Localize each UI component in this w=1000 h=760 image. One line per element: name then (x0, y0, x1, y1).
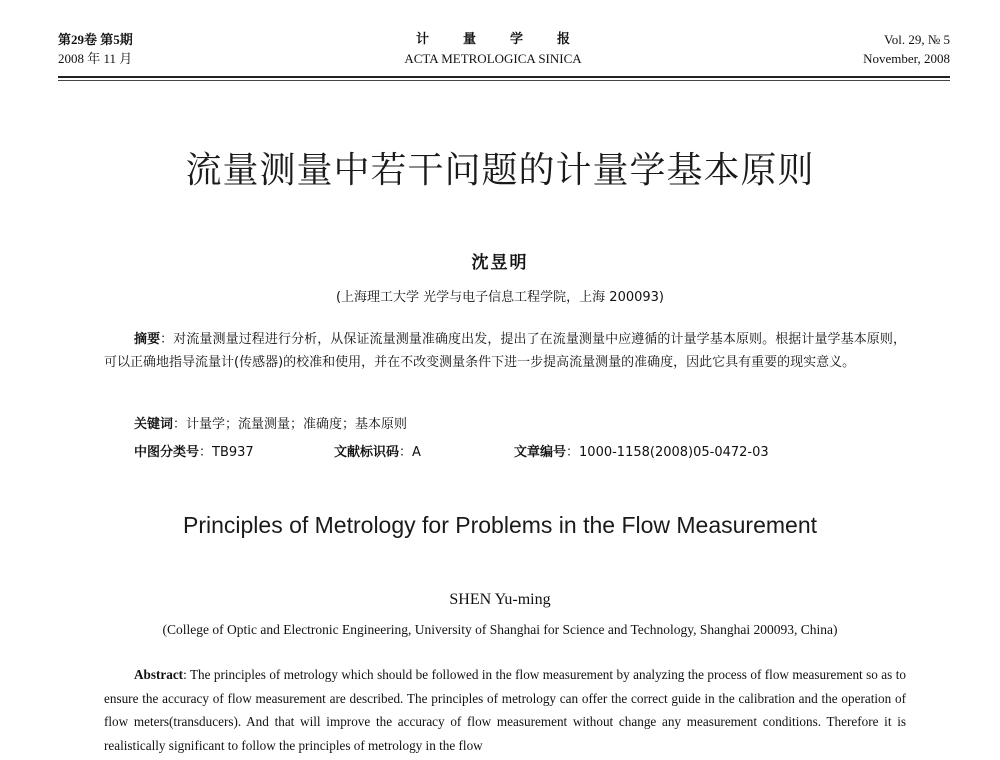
header-right (863, 30, 950, 68)
journal-name-cn: 计量学报 (415, 32, 604, 47)
abstract-cn-label: 摘要 (134, 332, 161, 347)
volume-issue-en: Vol. 29, № 5 (884, 32, 950, 47)
author-cn: 沈昱明 (471, 253, 529, 273)
volume-issue-cn: 第29卷 第5期 (58, 32, 133, 47)
affiliation-en: (College of Optic and Electronic Engineering, University of Shanghai for Science and Technology, Shanghai 200093, China) (162, 622, 838, 637)
keywords-cn: 关键词：计量学；流量测量；准确度；基本原则 (134, 417, 408, 432)
journal-header (58, 30, 950, 80)
author-en: SHEN Yu-ming (449, 591, 551, 608)
paper-title-cn: 流量测量中若干问题的计量学基本原则 (185, 150, 815, 191)
clc-code: 中图分类号：TB937 (134, 445, 254, 460)
keywords-cn-text: 计量学；流量测量；准确度；基本原则 (186, 417, 408, 432)
journal-name-en: ACTA METROLOGICA SINICA (404, 51, 582, 66)
abstract-cn: 摘要：对流量测量过程进行分析，从保证流量测量准确度出发，提出了在流量测量中应遵循的计量学基本原则。根据计量学基本原则，可以正确地指导流量计(传感器)的校准和使用，并在不改变测量条件下进一步提高流量测量的准确度，因此它具有重要的现实意义。 (104, 332, 906, 370)
date-cn: 2008 年 11 月 (58, 51, 133, 66)
header-rule-thick (58, 76, 950, 78)
date-en: November, 2008 (863, 51, 950, 66)
abstract-en: Abstract: The principles of metrology which should be followed in the flow measurement by analyzing the process of flow measurement so as to ensure the accuracy of flow measurement are described. The principles of metrology can offer the correct guide in the calibration and the operation of flow meters(transducers). And that will improve the accuracy of flow measurement without change any measurement conditions. Therefore it is realistically significant to follow the principles of metrology in the flow (104, 667, 906, 753)
document-code: 文献标识码：A (334, 445, 421, 460)
abstract-cn-text: 对流量测量过程进行分析，从保证流量测量准确度出发，提出了在流量测量中应遵循的计量学基本原则。根据计量学基本原则，可以正确地指导流量计(传感器)的校准和使用，并在不改变测量条件下进一步提高流量测量的准确度，因此它具有重要的现实意义。 (104, 332, 906, 370)
header-rule-thin (58, 80, 950, 81)
paper-title-en: Principles of Metrology for Problems in the Flow Measurement (182, 512, 818, 538)
header-left (58, 30, 133, 68)
affiliation-cn: (上海理工大学 光学与电子信息工程学院，上海 200093) (335, 290, 665, 305)
article-id: 文章编号：1000-1158(2008)05-0472-03 (514, 445, 769, 460)
abstract-en-label: Abstract (134, 667, 184, 682)
header-center (378, 30, 608, 68)
keywords-cn-label: 关键词 (134, 417, 174, 432)
abstract-en-text: The principles of metrology which should be followed in the flow measurement by analyzing the process of flow measurement so as to ensure the accuracy of flow measurement are described. The principles of metrology can offer the correct guide in the calibration and the operation of flow meters(transducers). And that will improve the accuracy of flow measurement without change any measurement conditions. Therefore it is realistically significant to follow the principles of metrology in the flow (104, 667, 906, 753)
